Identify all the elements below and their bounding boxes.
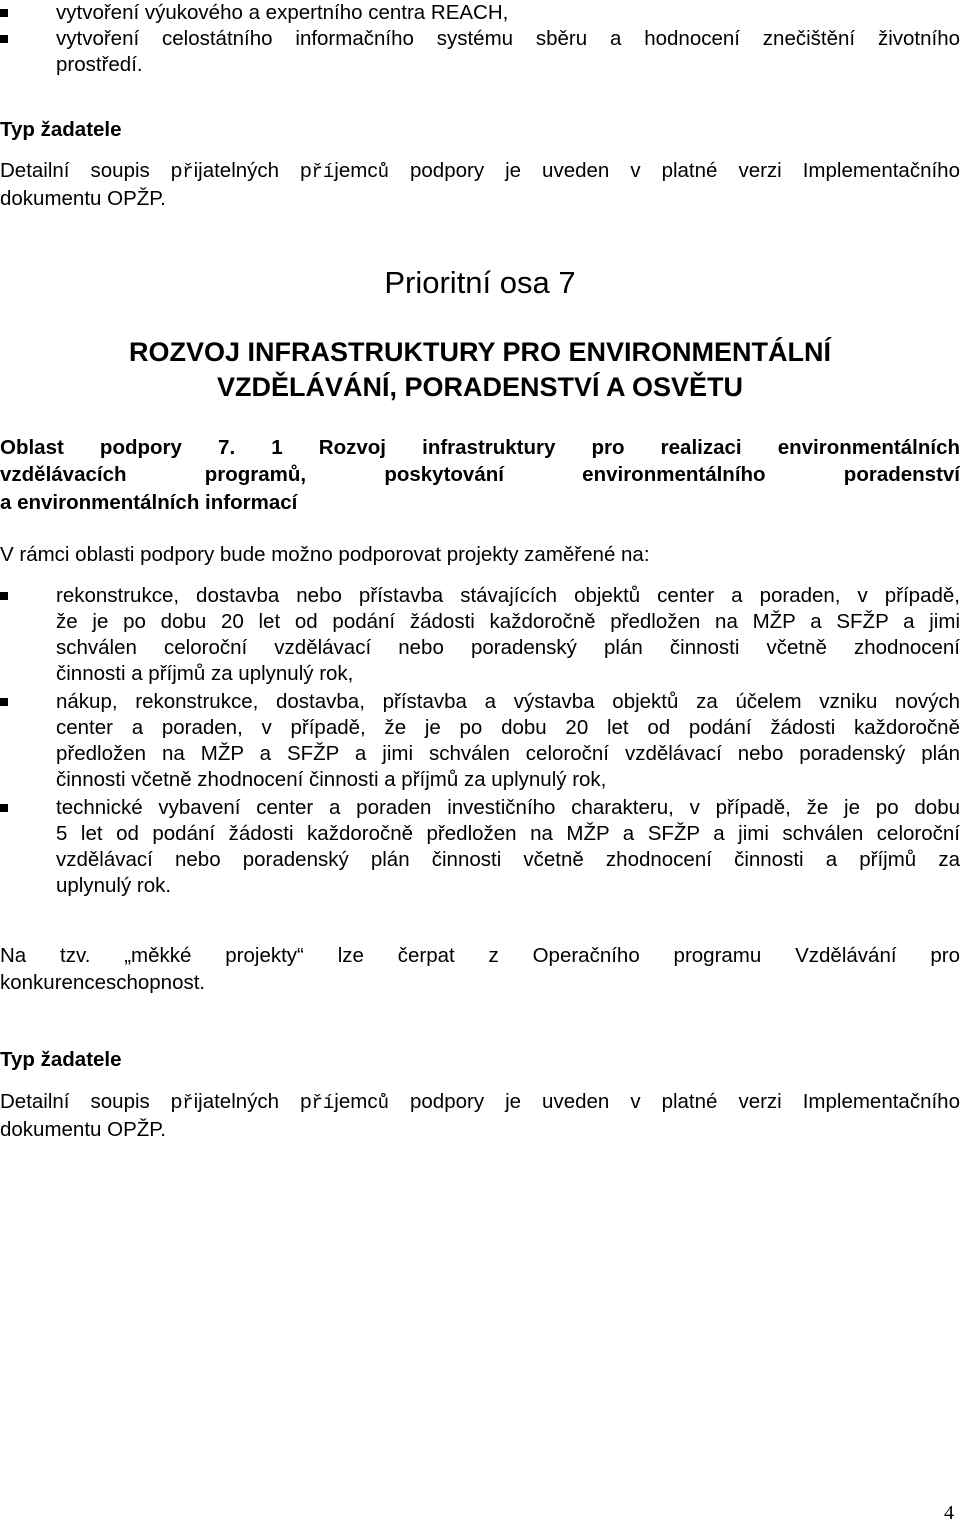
bullet-text: prostředí. bbox=[56, 53, 143, 76]
paragraph-line: Detailní soupis přijatelných příjemců podpory je uveden v platné verzi Implementačního bbox=[0, 1090, 960, 1114]
paragraph-line: Detailní soupis přijatelných příjemců podpory je uveden v platné verzi Implementačního bbox=[0, 159, 960, 183]
support-area-title: vzdělávacích programů, poskytování environmentálního poradenství bbox=[0, 463, 960, 486]
paragraph-line: dokumentu OPŽP. bbox=[0, 1118, 166, 1141]
bullet-square-icon bbox=[0, 9, 8, 17]
support-area-title: Oblast podpory 7. 1 Rozvoj infrastruktury pro realizaci environmentálních bbox=[0, 436, 960, 459]
bullet-square-icon bbox=[0, 592, 8, 600]
bullet-text: vytvoření výukového a expertního centra REACH, bbox=[56, 1, 509, 24]
paragraph-line: konkurenceschopnost. bbox=[0, 971, 206, 994]
section-heading: Typ žadatele bbox=[0, 118, 122, 141]
bullet-square-icon bbox=[0, 35, 8, 43]
paragraph-line: dokumentu OPŽP. bbox=[0, 187, 166, 210]
support-area-title: a environmentálních informací bbox=[0, 491, 298, 514]
bullet-square-icon bbox=[0, 804, 8, 812]
section-heading: Typ žadatele bbox=[0, 1048, 122, 1071]
paragraph-line: Na tzv. „měkké projekty“ lze čerpat z Operačního programu Vzdělávání pro bbox=[0, 944, 960, 967]
bullet-text: vytvoření celostátního informačního systému sběru a hodnocení znečištění životního bbox=[56, 27, 960, 50]
priority-axis-title: Prioritní osa 7 bbox=[384, 265, 576, 300]
intro-paragraph: V rámci oblasti podpory bude možno podporovat projekty zaměřené na: bbox=[0, 543, 650, 566]
bullet-square-icon bbox=[0, 698, 8, 706]
page-number: 4 bbox=[944, 1502, 954, 1524]
priority-axis-subtitle: VZDĚLÁVÁNÍ, PORADENSTVÍ A OSVĚTU bbox=[216, 372, 744, 402]
priority-axis-subtitle: ROZVOJ INFRASTRUKTURY PRO ENVIRONMENTÁLNÍ bbox=[128, 337, 832, 367]
